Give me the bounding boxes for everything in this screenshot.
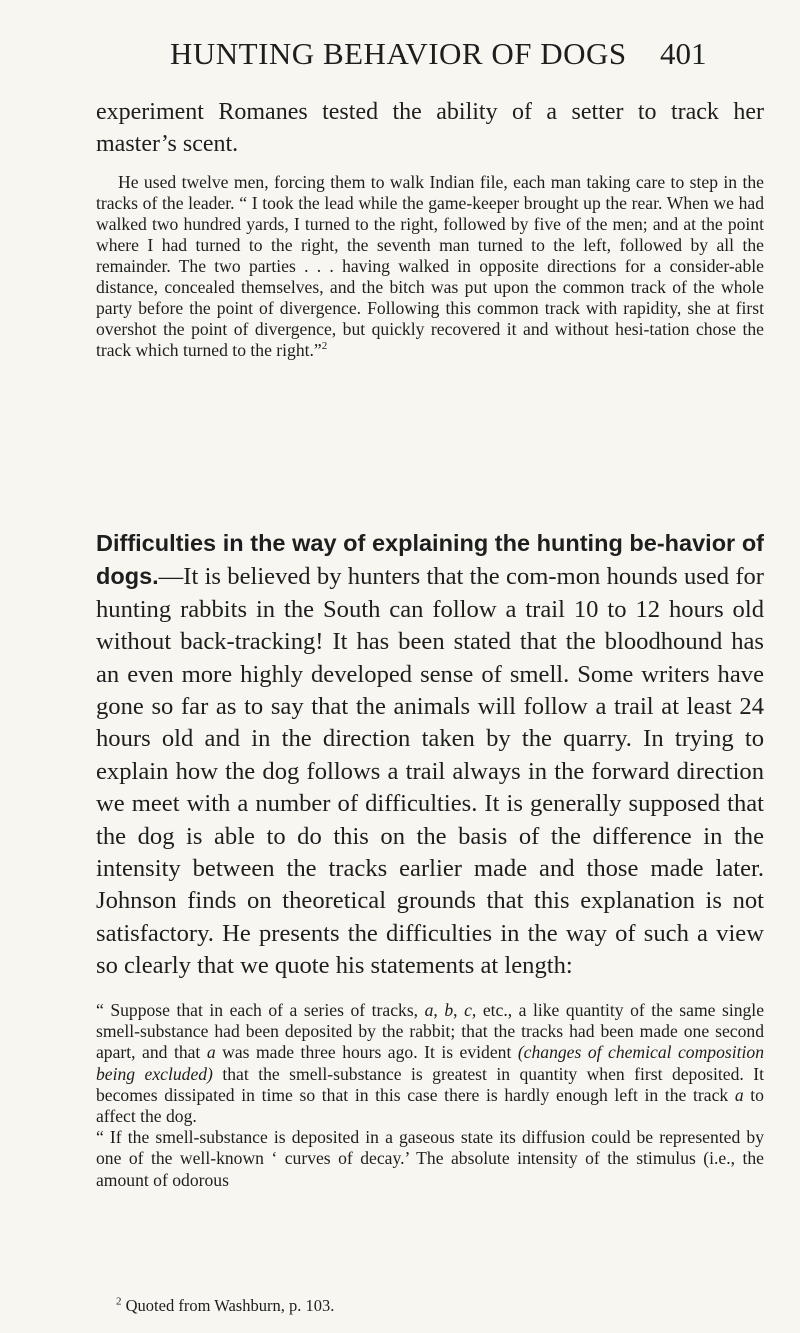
main-paragraph xyxy=(96,527,764,983)
quote-text: , xyxy=(453,1000,465,1020)
quote-text: , etc., a like quantity of the same single smell-substance had been deposited by the rabbit; that the tracks had been made one second apart, and that xyxy=(96,1000,764,1063)
quote-text: “ Suppose that in each of a series of tracks, xyxy=(96,1000,425,1020)
quote-text: was made three hours ago. It is evident xyxy=(215,1042,518,1063)
page-number: 401 xyxy=(660,36,707,71)
quote-paragraph-1 xyxy=(96,1000,764,1127)
running-head xyxy=(0,36,800,76)
quote-italic: c xyxy=(464,1000,472,1020)
quote-italic: (changes of chemical composition being excluded) xyxy=(96,1042,765,1084)
quote-italic: b xyxy=(444,1000,454,1020)
footnote-text: Quoted from Washburn, p. 103. xyxy=(121,1296,335,1315)
quote-text: to affect the dog. xyxy=(96,1084,764,1127)
block-quote-romanes xyxy=(96,172,764,361)
lead-paragraph: experiment Romanes tested the ability of a setter to track her master’s scent. xyxy=(96,99,764,157)
quote-text: , xyxy=(433,1000,445,1020)
quote-italic: a xyxy=(206,1042,216,1063)
footnote xyxy=(116,1296,334,1316)
section-heading: Difficulties in the way of explaining the hunting be-havior of dogs. xyxy=(96,530,764,590)
quote-paragraph-2: “ If the smell-substance is deposited in a gaseous state its diffusion could be represented by one of the well-known ‘ curves of decay.’ The absolute intensity of the stimulus (i.e., the amount of odorous xyxy=(96,1127,764,1190)
block-quote-johnson xyxy=(96,1000,764,1191)
footnote-number: 2 xyxy=(116,1295,122,1308)
footnote-reference: 2 xyxy=(321,340,328,353)
running-head-title: HUNTING BEHAVIOR OF DOGS xyxy=(170,36,627,71)
block-quote-text: He used twelve men, forcing them to walk Indian file, each man taking care to step in the tracks of the leader. “ I took the lead while the game-keeper brought up the rear. When we had walked two hundred yards, I turned to the right, followed by five of the men; and at the point where I had turned to the right, the seventh man turned to the left, followed by all the remainder. The two parties . . . having walked in opposite directions for a consider-able distance, concealed themselves, and the bitch was put upon the common track of the whole party before the point of divergence. Following this common track with rapidity, she at first overshot the point of divergence, but quickly recovered it and without hesi-tation chose the track which turned to the right.” xyxy=(96,172,764,360)
main-paragraph-text: —It is believed by hunters that the com-mon hounds used for hunting rabbits in the South can follow a trail 10 to 12 hours old without back-tracking! It has been stated that the bloodhound has an even more highly developed sense of smell. Some writers have gone so far as to say that the animals will follow a trail at least 24 hours old and in the direction taken by the quarry. In trying to explain how the dog follows a trail always in the forward direction we meet with a number of difficulties. It is generally supposed that the dog is able to do this on the basis of the difference in the intensity between the tracks earlier made and those made later. Johnson finds on theoretical grounds that this explanation is not satisfactory. He presents the difficulties in the way of such a view so clearly that we quote his statements at length: xyxy=(96,563,764,980)
quote-italic: a xyxy=(424,1000,434,1020)
quote-text: that the smell-substance is greatest in quantity when first deposited. It becomes dissipated in time so that in this case there is hardly enough left in the track xyxy=(96,1063,764,1105)
quote-italic: a xyxy=(734,1084,744,1105)
